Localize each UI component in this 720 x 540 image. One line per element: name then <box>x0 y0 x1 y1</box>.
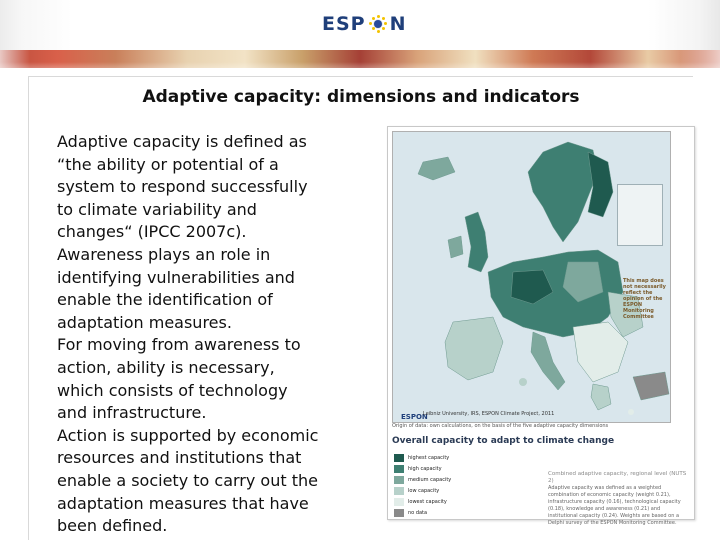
legend-item <box>394 453 544 463</box>
paragraph-definition: Adaptive capacity is defined as “the ability or potential of a system to respond successfully to climate variability and changes“ (IPCC 2007c). <box>57 132 308 242</box>
map-disclaimer: This map does not necessarily reflect the opinion of the ESPON Monitoring Committee <box>623 278 666 320</box>
legend-item <box>394 464 544 474</box>
legend-item <box>394 508 544 518</box>
slide-title: Adaptive capacity: dimensions and indicators <box>142 87 580 107</box>
paragraph-action: Action is supported by economic resources and institutions that enable a society to carry out the adaptation measures that have been defined. <box>57 425 319 536</box>
legend-swatch <box>394 498 404 506</box>
map-credit: Leibniz University, IRS, ESPON Climate Project, 2011 <box>423 411 555 417</box>
paragraph-ability: For moving from awareness to action, ability is necessary, which consists of technology and infrastructure. <box>57 335 301 423</box>
notes-body: Adaptive capacity was defined as a weighted combination of economic capacity (weight 0.21), infrastructure capacity (0.16), technological capacity (0.18), knowledge and awareness (0.21) and institutional capacity (0.24). Weights are based on a Delphi survey of the ESPON Monitoring Committee. <box>548 485 681 526</box>
map-title: Overall capacity to adapt to climate change <box>392 436 615 446</box>
legend-label: medium capacity <box>408 477 452 483</box>
legend-swatch <box>394 476 404 484</box>
legend-swatch <box>394 454 404 462</box>
legend-swatch <box>394 509 404 517</box>
map-notes <box>548 471 688 527</box>
europe-map <box>392 131 671 423</box>
logo-text-left: ESP <box>322 13 366 35</box>
legend-label: no data <box>408 510 428 516</box>
legend-label: lowest capacity <box>408 499 447 505</box>
title-frame <box>28 76 693 119</box>
legend-item <box>394 486 544 496</box>
map-origin-note: Origin of data: own calculations, on the basis of the five adaptive capacity dimensions <box>392 423 609 429</box>
stars-circle-icon <box>368 14 388 34</box>
legend-label: highest capacity <box>408 455 450 461</box>
map-figure <box>387 126 695 526</box>
espon-mini-logo: ESPON <box>401 413 428 421</box>
europe-map-graphic <box>393 132 670 422</box>
legend-item <box>394 475 544 485</box>
left-divider <box>28 118 29 540</box>
notes-title: Combined adaptive capacity, regional level (NUTS 2) <box>548 471 687 484</box>
espon-logo <box>322 11 407 37</box>
paragraph-awareness: Awareness plays an role in identifying vulnerabilities and enable the identification of adaptation measures. <box>57 244 295 332</box>
header-bar <box>0 0 720 50</box>
logo-text-right: N <box>389 13 407 35</box>
inset-maps-panel <box>617 184 663 246</box>
map-legend <box>394 453 544 519</box>
legend-swatch <box>394 487 404 495</box>
legend-label: low capacity <box>408 488 440 494</box>
legend-label: high capacity <box>408 466 442 472</box>
body-text <box>57 131 382 538</box>
legend-swatch <box>394 465 404 473</box>
legend-item <box>394 497 544 507</box>
